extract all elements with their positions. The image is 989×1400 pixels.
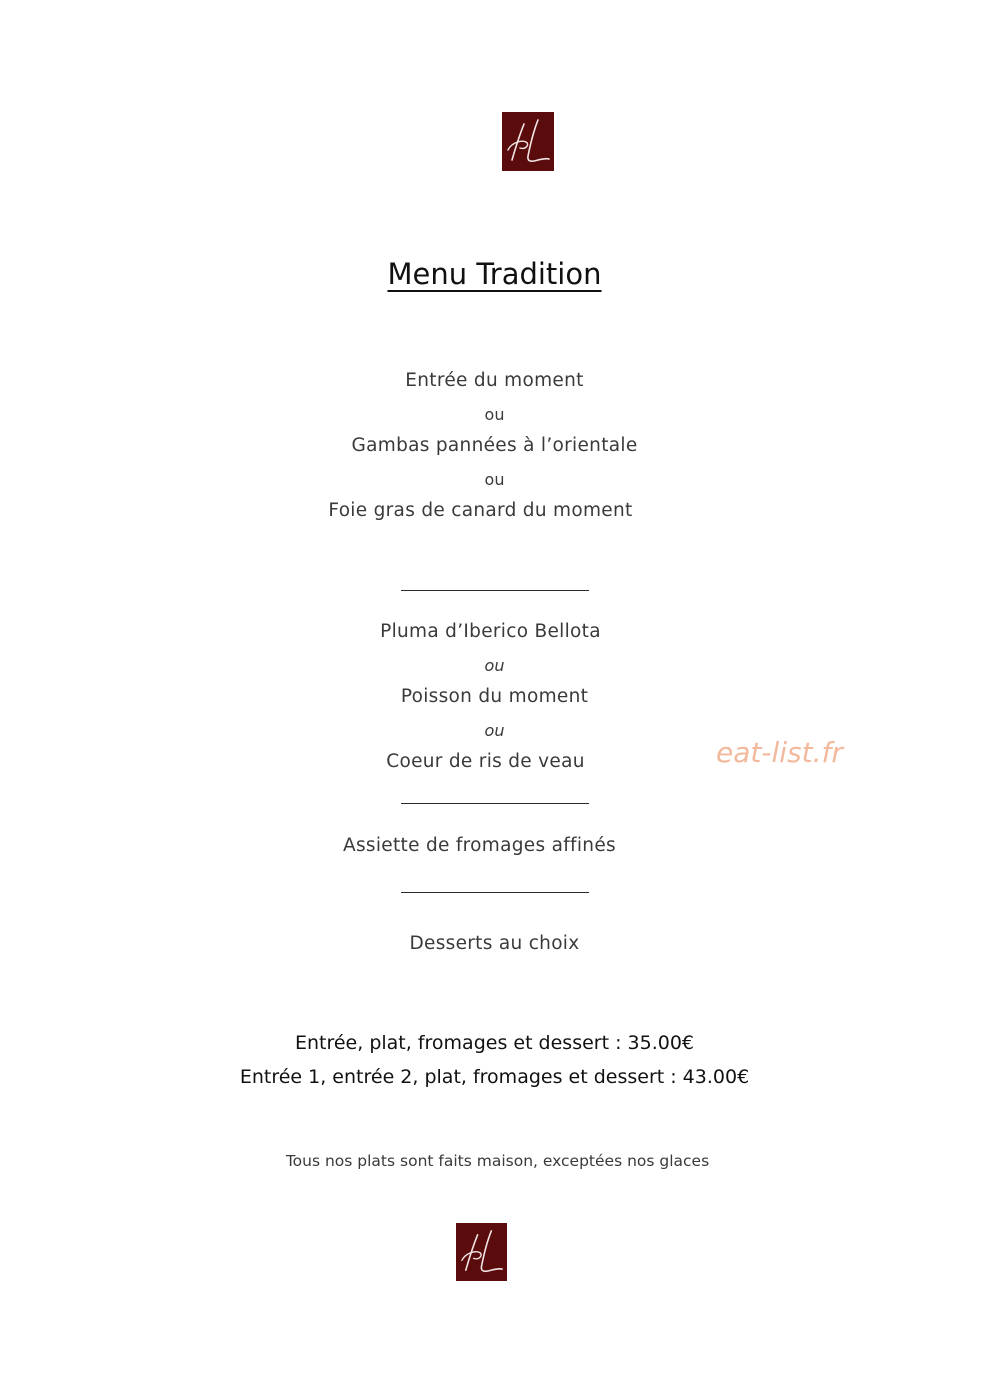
plat-or-2: ou [484,721,505,740]
desserts-item: Desserts au choix [409,933,580,954]
section-divider-3 [401,892,589,893]
plat-item-2: Poisson du moment [400,686,589,707]
restaurant-logo-top [502,112,554,171]
entree-item-3: Foie gras de canard du moment [328,500,633,521]
watermark-text: eat-list.fr [716,736,843,769]
plat-item-1: Pluma d’Iberico Bellota [380,621,601,642]
monogram-h-icon [456,1223,507,1281]
section-divider-2 [401,803,589,804]
homemade-note: Tous nos plats sont faits maison, exceptées nos glaces [285,1152,710,1170]
entree-or-1: ou [484,405,505,424]
plat-or-1: ou [484,656,505,675]
entree-or-2: ou [484,470,505,489]
price-formula-2: Entrée 1, entrée 2, plat, fromages et dessert : 43.00€ [239,1066,750,1088]
section-divider-1 [401,590,589,591]
menu-title: Menu Tradition [387,257,602,291]
plat-item-3: Coeur de ris de veau [386,751,585,772]
entree-item-2: Gambas pannées à l’orientale [351,435,638,456]
fromages-item: Assiette de fromages affinés [343,835,616,856]
monogram-h-icon [502,112,554,171]
entree-item-1: Entrée du moment [405,370,584,391]
price-formula-1: Entrée, plat, fromages et dessert : 35.00€ [294,1032,695,1054]
restaurant-logo-bottom [456,1223,507,1281]
